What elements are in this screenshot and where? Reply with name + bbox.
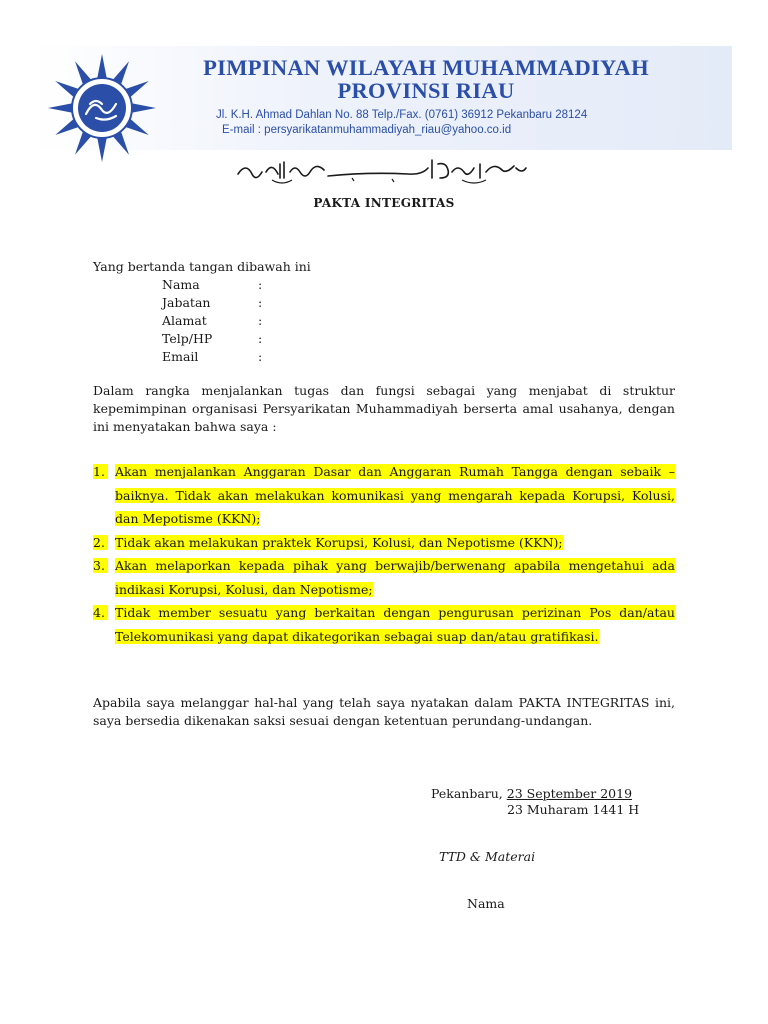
closing-paragraph: Apabila saya melanggar hal-hal yang telah saya nyatakan dalam PAKTA INTEGRITAS ini, saya bersedia dikenakan saksi sesuai dengan ketentuan perundang-undangan. — [93, 695, 675, 728]
field-colon: : — [258, 331, 263, 346]
field-label: Telp/HP — [162, 331, 213, 346]
field-row — [162, 276, 268, 294]
org-email: E-mail : persyarikatanmuhammadiyah_riau@yahoo.co.id — [222, 124, 512, 136]
list-number-text: 3. — [93, 558, 108, 573]
logo-ray — [97, 138, 107, 162]
list-text — [115, 554, 675, 601]
signatory-name: Nama — [467, 896, 505, 911]
logo-ray — [97, 54, 107, 78]
list-number — [93, 460, 115, 531]
field-row — [162, 312, 268, 330]
muhammadiyah-logo — [46, 52, 158, 164]
list-text — [115, 460, 675, 531]
highlighted-text: Akan melaporkan kepada pihak yang berwajib/berwenang apabila mengetahui ada indikasi Korupsi, Kolusi, dan Nepotisme; — [115, 558, 675, 597]
list-number — [93, 601, 115, 648]
logo-ray — [132, 103, 156, 113]
statement-paragraph: Dalam rangka menjalankan tugas dan fungsi sebagai yang menjabat di struktur kepemimpinan organisasi Persyarikatan Muhammadiyah berserta amal usahanya, dengan ini menyatakan bahwa saya : — [93, 383, 675, 434]
field-colon: : — [258, 313, 263, 328]
field-colon: : — [258, 349, 263, 364]
list-text — [115, 531, 675, 555]
date: 23 September 2019 — [506, 786, 633, 801]
list-item — [93, 601, 675, 648]
field-colon: : — [258, 295, 263, 310]
field-label: Nama — [162, 277, 200, 292]
logo-ray — [48, 103, 72, 113]
field-row — [162, 330, 268, 348]
field-label: Email — [162, 349, 199, 364]
field-colon: : — [258, 277, 263, 292]
intro-text: Yang bertanda tangan dibawah ini — [93, 259, 311, 274]
field-label: Jabatan — [162, 295, 211, 310]
list-number — [93, 531, 115, 555]
org-contact — [216, 108, 686, 138]
place: Pekanbaru, — [431, 786, 507, 801]
document-title: PAKTA INTEGRITAS — [313, 196, 455, 210]
highlighted-text: Akan menjalankan Anggaran Dasar dan Anggaran Rumah Tangga dengan sebaik – baiknya. Tidak akan melakukan komunikasi yang mengarah kepada Korupsi, Kolusi, dan Mepotisme (KKN); — [115, 464, 675, 526]
list-number-text: 1. — [93, 464, 108, 479]
list-number-text: 2. — [93, 535, 108, 550]
basmala-calligraphy-icon — [232, 150, 532, 188]
org-name-line1: PIMPINAN WILAYAH MUHAMMADIYAH — [203, 55, 649, 80]
field-label: Alamat — [162, 313, 207, 328]
org-title — [176, 56, 676, 102]
list-number-text: 4. — [93, 605, 108, 620]
field-row — [162, 294, 268, 312]
highlighted-text: Tidak member sesuatu yang berkaitan dengan pengurusan perizinan Pos dan/atau Telekomunikasi yang dapat dikategorikan sebagai suap dan/atau gratifikasi. — [115, 605, 675, 644]
list-item — [93, 554, 675, 601]
field-row — [162, 348, 268, 366]
org-name-line2: PROVINSI RIAU — [337, 78, 515, 103]
list-number — [93, 554, 115, 601]
signature-note: TTD & Materai — [439, 849, 536, 864]
list-item — [93, 460, 675, 531]
commitment-list — [93, 460, 675, 648]
list-item — [93, 531, 675, 555]
highlighted-text: Tidak akan melakukan praktek Korupsi, Kolusi, dan Nepotisme (KKN); — [115, 534, 563, 550]
hijri-date: 23 Muharam 1441 H — [507, 802, 640, 817]
org-address: Jl. K.H. Ahmad Dahlan No. 88 Telp./Fax. (0761) 36912 Pekanbaru 28124 — [216, 109, 588, 121]
list-text — [115, 601, 675, 648]
identity-fields — [162, 276, 268, 366]
